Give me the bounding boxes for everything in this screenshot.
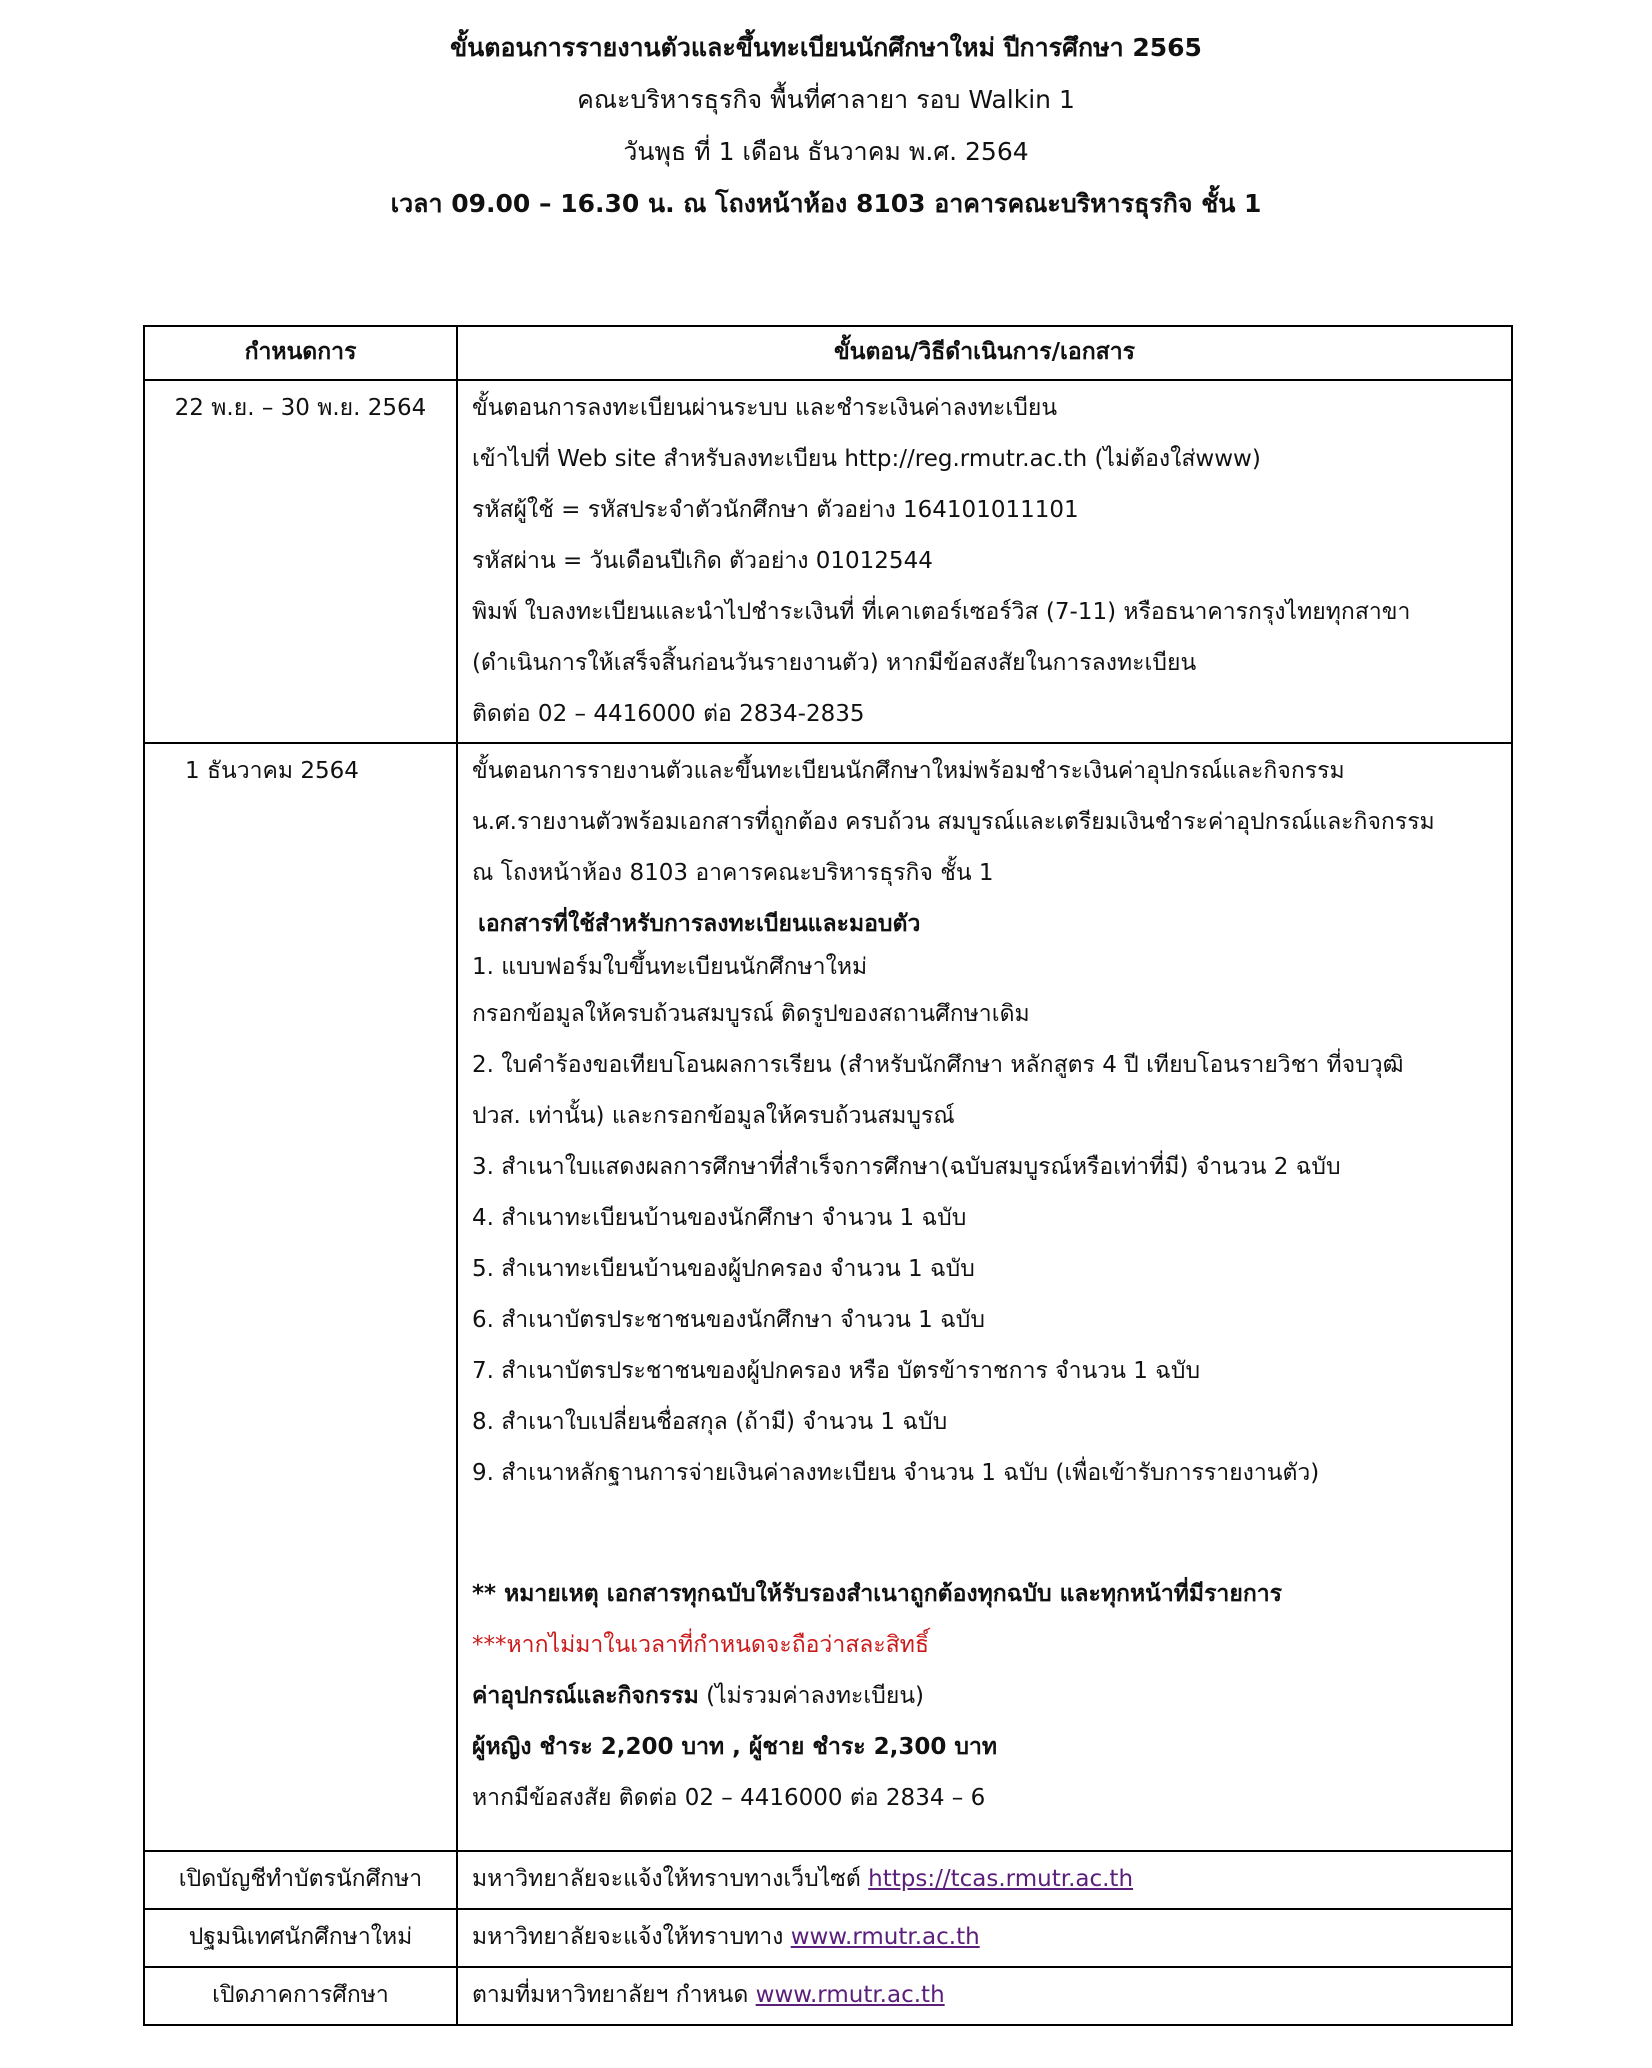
col-header-schedule: กำหนดการ xyxy=(144,326,457,380)
fee-line xyxy=(472,1671,1497,1722)
row-label: เปิดบัญชีทำบัตรนักศึกษา xyxy=(144,1851,457,1909)
step-line: รหัสผ่าน = วันเดือนปีเกิด ตัวอย่าง 01012544 xyxy=(472,548,933,574)
row-steps xyxy=(457,380,1512,743)
intro-line: น.ศ.รายงานตัวพร้อมเอกสารที่ถูกต้อง ครบถ้วน สมบูรณ์และเตรียมเงินชำระค่าอุปกรณ์และกิจกรรม xyxy=(472,809,1435,835)
fee-note: (ไม่รวมค่าลงทะเบียน) xyxy=(698,1683,925,1709)
document-item: 1. แบบฟอร์มใบขึ้นทะเบียนนักศึกษาใหม่ xyxy=(472,954,868,980)
table-header-row xyxy=(144,326,1512,380)
row-steps xyxy=(457,1851,1512,1909)
row-text: ตามที่มหาวิทยาลัยฯ กำหนด xyxy=(472,1982,756,2008)
document-item: 2. ใบคำร้องขอเทียบโอนผลการเรียน (สำหรับนักศึกษา หลักสูตร 4 ปี เทียบโอนรายวิชา ที่จบวุฒิ xyxy=(472,1052,1404,1078)
header-faculty: คณะบริหารธุรกิจ พื้นที่ศาลายา รอบ Walkin 1 xyxy=(577,85,1075,114)
tcas-link[interactable]: https://tcas.rmutr.ac.th xyxy=(868,1866,1134,1892)
table-row xyxy=(144,743,1512,1851)
document-item: 5. สำเนาทะเบียนบ้านของผู้ปกครอง จำนวน 1 ฉบับ xyxy=(472,1256,975,1282)
row-steps xyxy=(457,743,1512,1851)
header-title: ขั้นตอนการรายงานตัวและขึ้นทะเบียนนักศึกษาใหม่ ปีการศึกษา 2565 xyxy=(450,33,1202,62)
header-time-place: เวลา 09.00 – 16.30 น. ณ โถงหน้าห้อง 8103 อาคารคณะบริหารธุรกิจ ชั้น 1 xyxy=(390,189,1262,218)
col-header-steps: ขั้นตอน/วิธีดำเนินการ/เอกสาร xyxy=(457,326,1512,380)
documents-heading: เอกสารที่ใช้สำหรับการลงทะเบียนและมอบตัว xyxy=(478,911,921,937)
step-line: ติดต่อ 02 – 4416000 ต่อ 2834-2835 xyxy=(472,701,865,727)
remark-note: ** หมายเหตุ เอกสารทุกฉบับให้รับรองสำเนาถูกต้องทุกฉบับ และทุกหน้าที่มีรายการ xyxy=(472,1581,1283,1607)
warning-note: ***หากไม่มาในเวลาที่กำหนดจะถือว่าสละสิทธิ์ xyxy=(472,1632,929,1658)
row-steps xyxy=(457,1967,1512,2025)
row-date: 22 พ.ย. – 30 พ.ย. 2564 xyxy=(144,380,457,743)
step-line: เข้าไปที่ Web site สำหรับลงทะเบียน http://reg.rmutr.ac.th (ไม่ต้องใส่www) xyxy=(472,446,1261,472)
row-label: เปิดภาคการศึกษา xyxy=(144,1967,457,2025)
table-row xyxy=(144,1851,1512,1909)
intro-line: ณ โถงหน้าห้อง 8103 อาคารคณะบริหารธุรกิจ ชั้น 1 xyxy=(472,860,994,886)
row-text: มหาวิทยาลัยจะแจ้งให้ทราบทาง xyxy=(472,1924,791,1950)
table-row xyxy=(144,380,1512,743)
fee-amount: ผู้หญิง ชำระ 2,200 บาท , ผู้ชาย ชำระ 2,300 บาท xyxy=(472,1734,998,1760)
step-line: (ดำเนินการให้เสร็จสิ้นก่อนวันรายงานตัว) หากมีข้อสงสัยในการลงทะเบียน xyxy=(472,650,1197,676)
contact-line: หากมีข้อสงสัย ติดต่อ 02 – 4416000 ต่อ 2834 – 6 xyxy=(472,1785,986,1811)
intro-line: ขั้นตอนการรายงานตัวและขึ้นทะเบียนนักศึกษาใหม่พร้อมชำระเงินค่าอุปกรณ์และกิจกรรม xyxy=(472,758,1345,784)
fee-label: ค่าอุปกรณ์และกิจกรรม xyxy=(472,1683,699,1709)
step-line: ขั้นตอนการลงทะเบียนผ่านระบบ และชำระเงินค่าลงทะเบียน xyxy=(472,395,1058,421)
document-item: 6. สำเนาบัตรประชาชนของนักศึกษา จำนวน 1 ฉบับ xyxy=(472,1307,985,1333)
document-item: 8. สำเนาใบเปลี่ยนชื่อสกุล (ถ้ามี) จำนวน 1 ฉบับ xyxy=(472,1409,948,1435)
header-date: วันพุธ ที่ 1 เดือน ธันวาคม พ.ศ. 2564 xyxy=(623,137,1029,166)
step-line: พิมพ์ ใบลงทะเบียนและนำไปชำระเงินที่ ที่เคาเตอร์เซอร์วิส (7-11) หรือธนาคารกรุงไทยทุกสาขา xyxy=(472,599,1411,625)
row-date: 1 ธันวาคม 2564 xyxy=(144,743,457,1851)
table-row xyxy=(144,1909,1512,1967)
document-item: ปวส. เท่านั้น) และกรอกข้อมูลให้ครบถ้วนสมบูรณ์ xyxy=(472,1103,955,1129)
rmutr-link[interactable]: www.rmutr.ac.th xyxy=(755,1982,945,2008)
document-item: 9. สำเนาหลักฐานการจ่ายเงินค่าลงทะเบียน จำนวน 1 ฉบับ (เพื่อเข้ารับการรายงานตัว) xyxy=(472,1460,1320,1486)
document-header xyxy=(0,22,1652,230)
step-line: รหัสผู้ใช้ = รหัสประจำตัวนักศึกษา ตัวอย่าง 164101011101 xyxy=(472,497,1079,523)
document-item: กรอกข้อมูลให้ครบถ้วนสมบูรณ์ ติดรูปของสถานศึกษาเดิม xyxy=(472,1001,1030,1027)
table-row xyxy=(144,1967,1512,2025)
document-item: 7. สำเนาบัตรประชาชนของผู้ปกครอง หรือ บัตรข้าราชการ จำนวน 1 ฉบับ xyxy=(472,1358,1201,1384)
row-steps xyxy=(457,1909,1512,1967)
document-item: 3. สำเนาใบแสดงผลการศึกษาที่สำเร็จการศึกษา(ฉบับสมบูรณ์หรือเท่าที่มี) จำนวน 2 ฉบับ xyxy=(472,1154,1341,1180)
row-text: มหาวิทยาลัยจะแจ้งให้ทราบทางเว็บไซต์ xyxy=(472,1866,869,1892)
document-item: 4. สำเนาทะเบียนบ้านของนักศึกษา จำนวน 1 ฉบับ xyxy=(472,1205,967,1231)
row-label: ปฐมนิเทศนักศึกษาใหม่ xyxy=(144,1909,457,1967)
schedule-table xyxy=(143,325,1513,2026)
rmutr-link[interactable]: www.rmutr.ac.th xyxy=(790,1924,980,1950)
